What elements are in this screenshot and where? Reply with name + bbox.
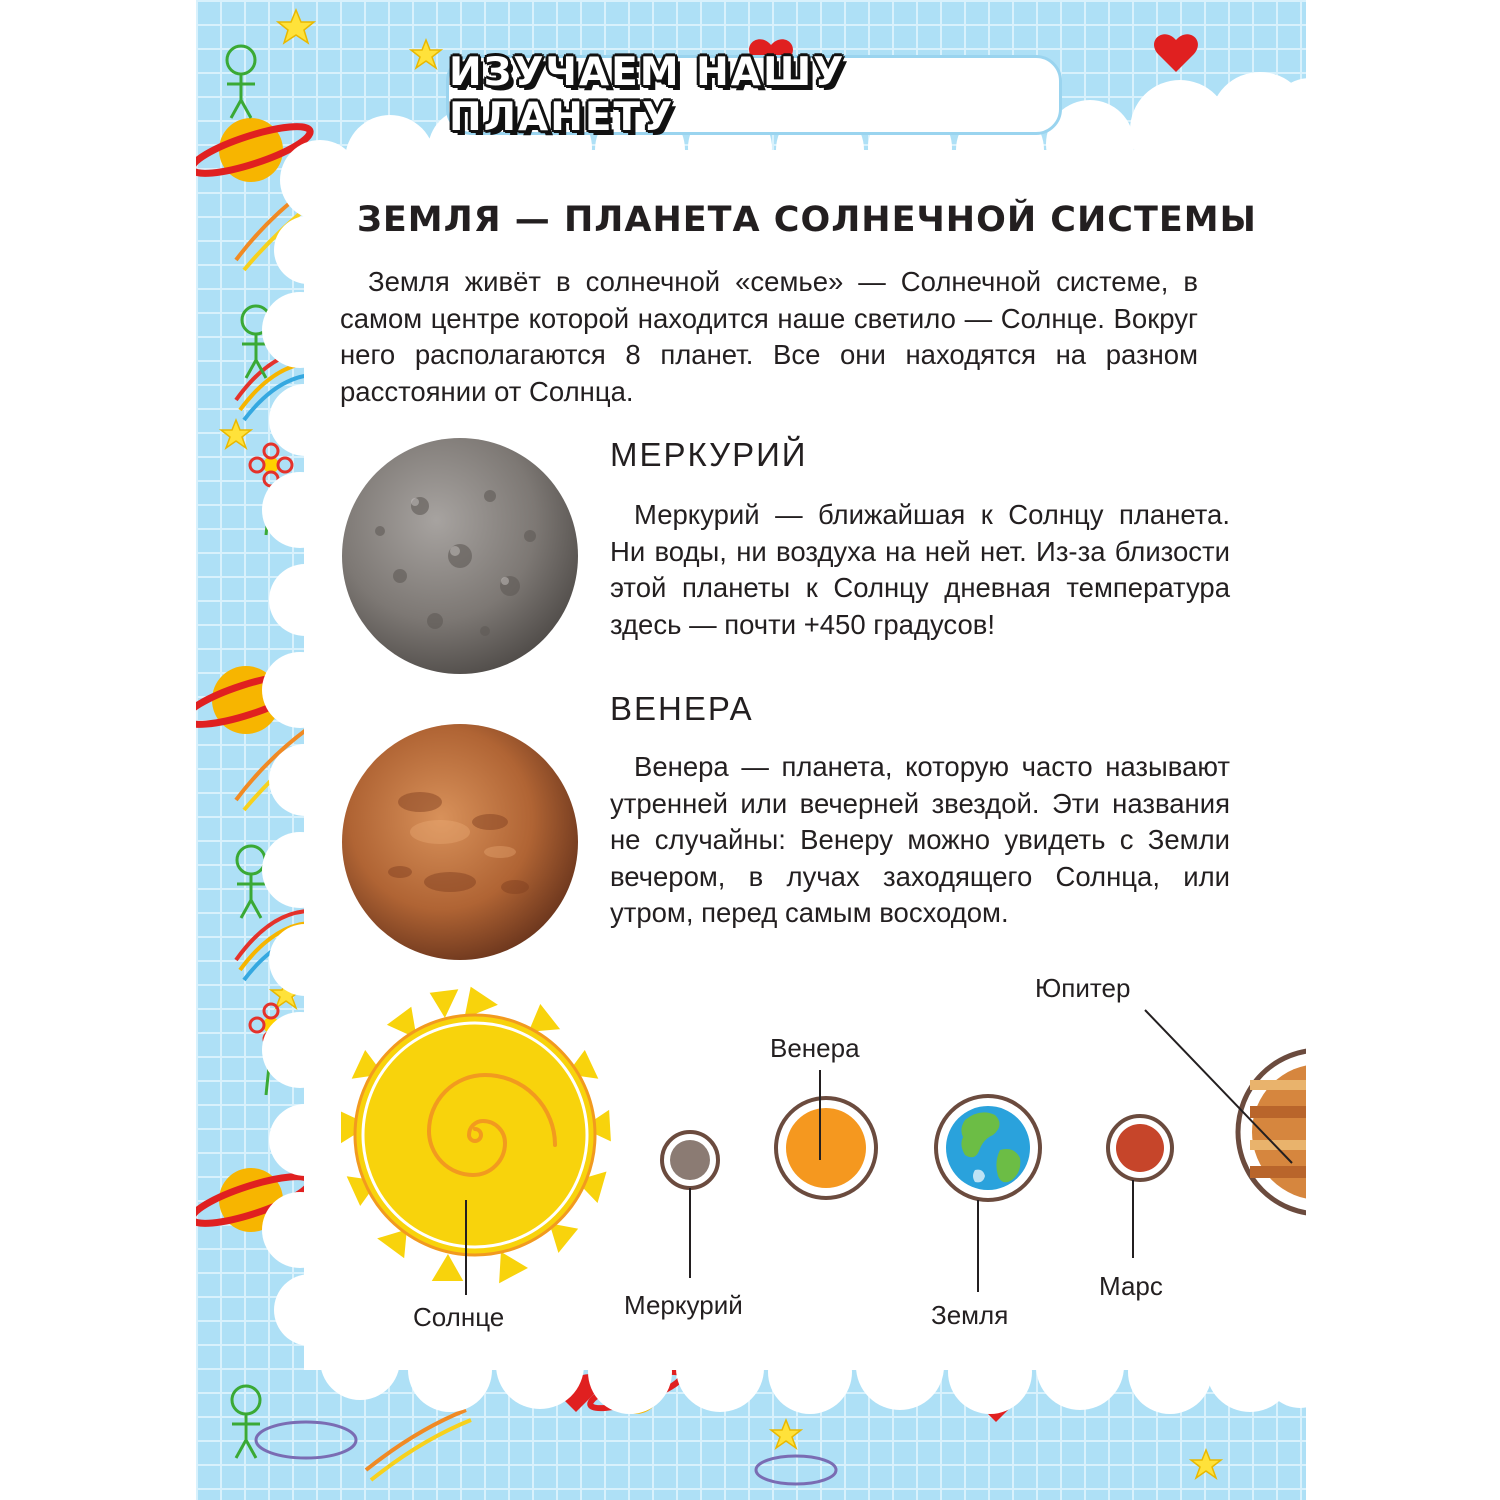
- mercury-icon: [662, 1132, 718, 1188]
- mercury-title: МЕРКУРИЙ: [610, 436, 808, 473]
- label-earth: Земля: [931, 1300, 1009, 1330]
- label-jupiter: Юпитер: [1035, 973, 1131, 1003]
- page-title: ИЗУЧАЕМ НАШУ ПЛАНЕТУ: [449, 50, 846, 140]
- venus-paragraph: Венера — планета, которую часто называют утренней или вечерней звездой. Эти названия не случайны: Венеру можно увидеть с Земли вечером, в лучах заходящего Солнца, или утром, перед самым восходом.: [610, 751, 1230, 928]
- earth-icon: [936, 1096, 1040, 1200]
- venus-title: ВЕНЕРА: [610, 690, 754, 727]
- sun-icon: [340, 985, 612, 1285]
- venus-icon: [776, 1098, 876, 1198]
- intro-paragraph: Земля живёт в солнечной «семье» — Солнечной системе, в самом центре которой находится наше светило — Солнце. Вокруг него располагаются 8 планет. Все они находятся на разном расстоянии от Солнца.: [340, 266, 1198, 407]
- label-mars: Марс: [1099, 1271, 1163, 1301]
- mars-icon: [1108, 1116, 1172, 1180]
- label-venus: Венера: [770, 1033, 860, 1063]
- mercury-paragraph: Меркурий — ближайшая к Солнцу планета. Ни воды, ни воздуха на ней нет. Из-за близости этой планеты к Солнцу дневная температура здесь — почти +450 градусов!: [610, 499, 1230, 640]
- label-sun: Солнце: [413, 1302, 505, 1332]
- label-mercury: Меркурий: [624, 1290, 743, 1320]
- section-heading: ЗЕМЛЯ — ПЛАНЕТА СОЛНЕЧНОЙ СИСТЕМЫ: [357, 200, 1257, 240]
